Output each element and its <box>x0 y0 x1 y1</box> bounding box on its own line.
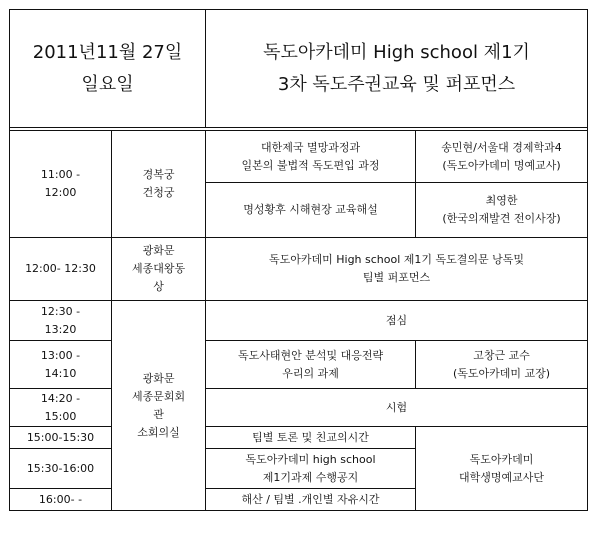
event-title: 독도아카데미 High school 제1기 <box>263 41 530 63</box>
time-cell: 16:00- - <box>10 489 112 511</box>
place-cell: 경복궁 건청궁 <box>112 131 206 238</box>
program-cell: 독도사태현안 분석및 대응전략 우리의 과제 <box>206 341 416 389</box>
time-cell: 15:00-15:30 <box>10 427 112 449</box>
speaker-cell: 최영한 (한국의재발견 전이사장) <box>416 183 588 238</box>
event-date: 2011년11월 27일 <box>32 41 183 63</box>
time-cell: 14:20 - 15:00 <box>10 389 112 427</box>
speaker-cell: 독도아카데미 대학생명예교사단 <box>416 427 588 511</box>
schedule-document <box>9 9 588 511</box>
speaker-cell: 고창근 교수 (독도아카데미 교장) <box>416 341 588 389</box>
program-cell: 팀별 토론 및 친교의시간 <box>206 427 416 449</box>
event-weekday: 일요일 <box>81 73 134 95</box>
event-title-cell <box>206 10 588 128</box>
speaker-cell: 송민현/서울대 경제학과4 (독도아카데미 명예교사) <box>416 131 588 183</box>
place-cell: 광화문 세종대왕동 상 <box>112 238 206 301</box>
program-cell: 독도아카데미 high school 제1기과제 수행공지 <box>206 449 416 489</box>
time-cell: 12:00- 12:30 <box>10 238 112 301</box>
program-cell: 독도아카데미 High school 제1기 독도결의문 낭독및 팀별 퍼포먼스 <box>206 238 588 301</box>
program-cell: 대한제국 멸망과정과 일본의 불법적 독도편입 과정 <box>206 131 416 183</box>
program-cell: 해산 / 팀별 .개인별 자유시간 <box>206 489 416 511</box>
program-cell: 시험 <box>206 389 588 427</box>
time-cell: 12:30 - 13:20 <box>10 301 112 341</box>
time-cell: 15:30-16:00 <box>10 449 112 489</box>
schedule-table <box>9 9 588 511</box>
time-cell: 13:00 - 14:10 <box>10 341 112 389</box>
program-cell: 점심 <box>206 301 588 341</box>
event-subtitle: 3차 독도주권교육 및 퍼포먼스 <box>277 73 516 95</box>
event-date-cell <box>10 10 206 128</box>
place-cell: 광화문 세종문회회 관 소회의실 <box>112 301 206 511</box>
time-cell: 11:00 - 12:00 <box>10 131 112 238</box>
program-cell: 명성황후 시해현장 교육해설 <box>206 183 416 238</box>
